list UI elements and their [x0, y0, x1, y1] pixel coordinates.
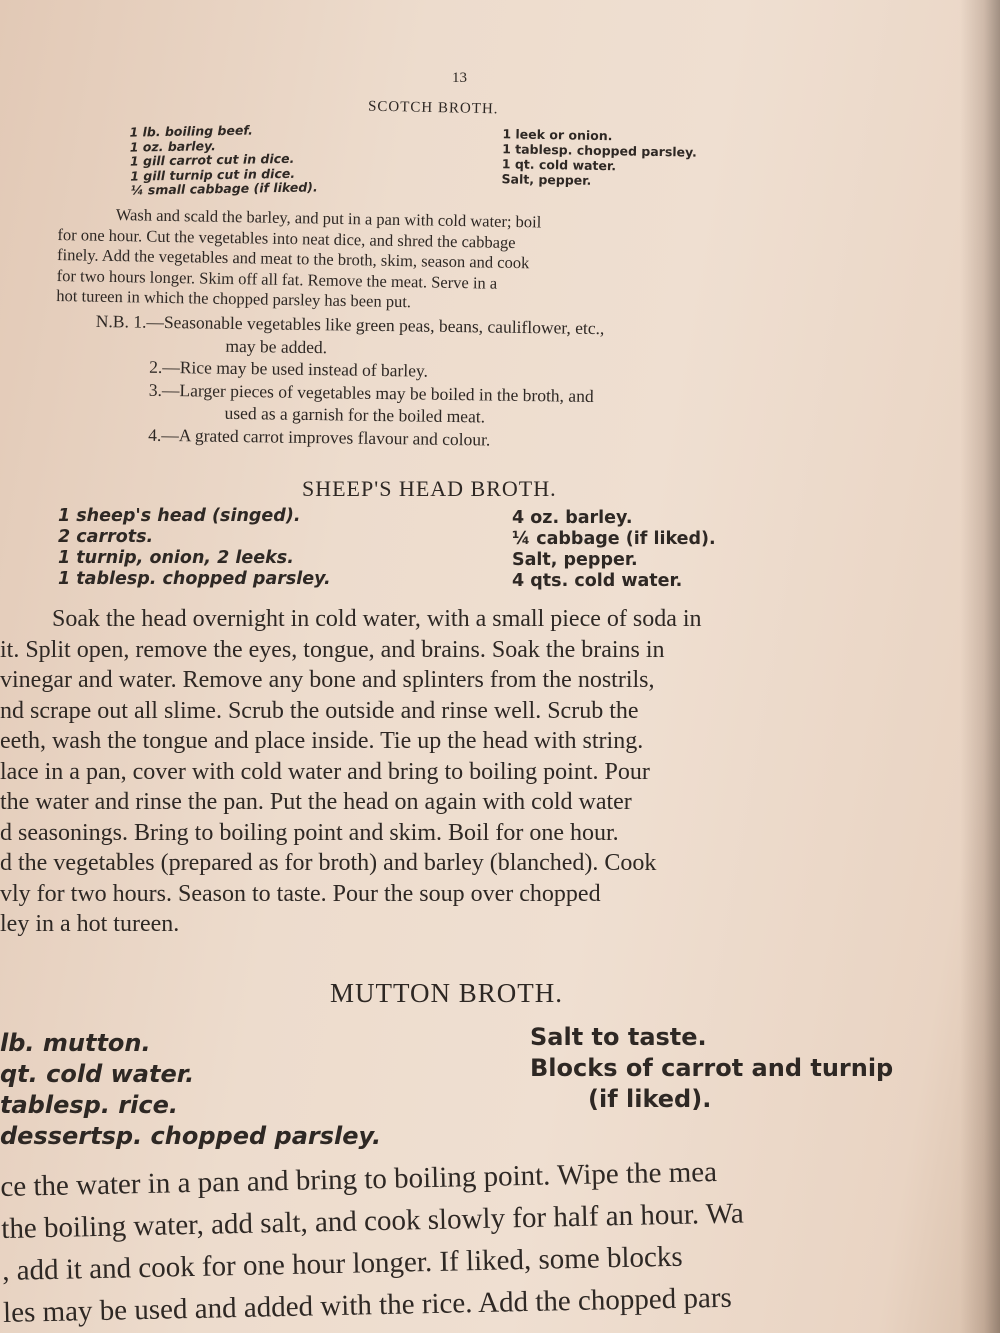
note-line: used as a garnish for the boiled meat. [224, 402, 486, 427]
sheeps-head-broth-ingredients-left [58, 506, 331, 590]
method-line: vinegar and water. Remove any bone and splinters from the nostrils, [0, 667, 655, 693]
method-line: the water and rinse the pan. Put the head on again with cold water [0, 789, 632, 815]
ingredient: 1 tablesp. chopped parsley. [502, 141, 697, 160]
ingredient: (if liked). [588, 1085, 712, 1113]
sheeps-head-broth-method [0, 604, 702, 940]
ingredient: tablesp. rice. [0, 1091, 178, 1119]
method-line: for one hour. Cut the vegetables into neat dice, and shred the cabbage [57, 224, 516, 252]
ingredient: 1 qt. cold water. [501, 156, 617, 174]
note-line: 4.—A grated carrot improves flavour and colour. [148, 424, 491, 450]
method-line: d the vegetables (prepared as for broth) and barley (blanched). Cook [0, 850, 657, 876]
page-edge-shadow [960, 0, 1000, 1333]
method-line: d seasonings. Bring to boiling point and skim. Boil for one hour. [0, 819, 619, 846]
ingredient: 1 gill turnip cut in dice. [130, 165, 296, 184]
sheeps-head-broth-title: SHEEP'S HEAD BROTH. [302, 476, 557, 501]
note-line: may be added. [225, 335, 328, 357]
page-number: 13 [452, 70, 467, 86]
method-line: lace in a pan, cover with cold water and bring to boiling point. Pour [0, 758, 650, 785]
scotch-broth-method [56, 204, 541, 315]
method-line: eeth, wash the tongue and place inside. Tie up the head with string. [0, 728, 644, 754]
method-line: Wash and scald the barley, and put in a pan with cold water; boil [115, 205, 542, 232]
ingredient: 1 gill carrot cut in dice. [129, 150, 295, 169]
ingredient: lb. mutton. [0, 1029, 151, 1057]
scotch-broth-ingredients-left [129, 122, 317, 198]
method-line: ce the water in a pan and bring to boiling point. Wipe the mea [0, 1155, 718, 1203]
ingredient: 2 carrots. [58, 527, 154, 547]
method-line: , add it and cook for one hour longer. If liked, some blocks [1, 1240, 683, 1287]
ingredient: qt. cold water. [0, 1060, 195, 1088]
scotch-broth-ingredients-right [501, 126, 697, 189]
ingredient: Salt to taste. [530, 1023, 707, 1051]
ingredient: Salt, pepper. [501, 171, 592, 188]
scotch-broth-title: SCOTCH BROTH. [367, 98, 499, 118]
note-line: 3.—Larger pieces of vegetables may be boiled in the broth, and [148, 379, 594, 406]
sheeps-head-broth-ingredients-right [512, 508, 716, 592]
ingredient: 1 oz. barley. [129, 137, 216, 155]
method-line: les may be used and added with the rice. Add the chopped pars [2, 1281, 733, 1329]
ingredient: ¼ cabbage (if liked). [512, 529, 716, 549]
ingredient: 1 sheep's head (singed). [58, 506, 301, 526]
mutton-broth-method [0, 1150, 746, 1333]
mutton-broth-title: MUTTON BROTH. [330, 978, 564, 1008]
scotch-broth-notes [94, 310, 604, 452]
ingredient: 4 oz. barley. [512, 508, 633, 528]
method-line: vly for two hours. Season to taste. Pour the soup over chopped [0, 880, 601, 907]
ingredient: 4 qts. cold water. [512, 571, 683, 591]
ingredient: Salt, pepper. [512, 550, 638, 570]
mutton-broth-ingredients-left [0, 1028, 381, 1152]
method-line: for two hours longer. Skim off all fat. Remove the meat. Serve in a [56, 265, 498, 293]
mutton-broth-ingredients-right [530, 1022, 893, 1115]
method-line: Soak the head overnight in cold water, with a small piece of soda in [52, 606, 702, 632]
ingredient: 1 lb. boiling beef. [129, 122, 253, 140]
ingredient: 1 leek or onion. [502, 126, 613, 144]
ingredient: Blocks of carrot and turnip [530, 1054, 894, 1082]
method-line: nd scrape out all slime. Scrub the outside and rinse well. Scrub the [0, 697, 639, 724]
note-line: N.B. 1.—Seasonable vegetables like green peas, beans, cauliflower, etc., [95, 310, 605, 339]
method-line: the boiling water, add salt, and cook slowly for half an hour. Wa [0, 1197, 745, 1245]
ingredient: 1 turnip, onion, 2 leeks. [58, 548, 294, 568]
ingredient: ¼ small cabbage (if liked). [130, 179, 318, 198]
note-line: 2.—Rice may be used instead of barley. [149, 356, 429, 381]
ingredient: 1 tablesp. chopped parsley. [58, 569, 331, 589]
ingredient: dessertsp. chopped parsley. [0, 1122, 382, 1150]
method-line: it. Split open, remove the eyes, tongue, and brains. Soak the brains in [0, 636, 665, 663]
method-line: ley in a hot tureen. [0, 911, 180, 937]
method-line: hot tureen in which the chopped parsley has been put. [56, 285, 412, 312]
method-line: finely. Add the vegetables and meat to the broth, skim, season and cook [56, 244, 530, 273]
